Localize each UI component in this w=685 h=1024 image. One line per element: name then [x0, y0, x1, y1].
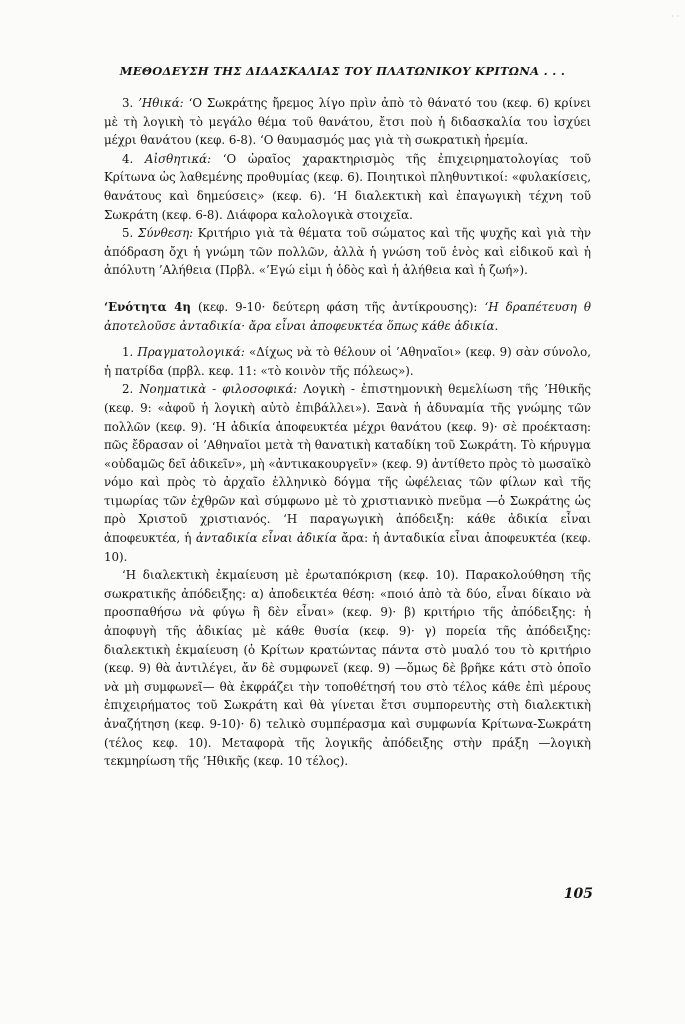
- item-label: Αἰσθητικά:: [144, 151, 212, 166]
- item-label: Πραγματολογικά:: [137, 345, 245, 360]
- item-number: 3.: [122, 96, 139, 110]
- item-text: «Δίχως νὰ τὸ θέλουν οἱ ’Αθηναῖοι» (κεφ. 9) σὰν σύνολο, ἡ πατρίδα (πρβλ. κεφ. 11: «τὸ κοινὸν τῆς πόλεως»).: [104, 345, 591, 378]
- paragraph-ethical: [104, 94, 591, 150]
- item-number: 1.: [122, 345, 138, 360]
- item-label: Σύνθεση:: [137, 226, 194, 241]
- paragraph-synthesis: [104, 224, 591, 280]
- item-emphasis: ἀνταδικία εἶναι ἀδικία: [195, 531, 337, 546]
- unit-title: ‘Ενότητα 4η: [104, 299, 191, 314]
- item-number: 2.: [122, 382, 140, 397]
- item-text: ‘Ο Σωκράτης ἤρεμος λίγο πρὶν ἀπὸ τὸ θάνατό του (κεφ. 6) κρίνει μὲ τὴ λογικὴ τὸ μεγάλο θέμα τοῦ θανάτου, ἔτσι ποὺ ἡ διδασκαλία του ἰσχύει μέχρι θανάτου (κεφ. 6-8). ‘Ο θαυμασμός μας γιὰ τὴ σωκρατικὴ ἠρεμία.: [104, 96, 591, 148]
- item-number: 5.: [122, 226, 138, 241]
- item-tail: ἄρα: ἡ ἀνταδικία εἶναι ἀποφευκτέα (κεφ. 10).: [104, 531, 591, 564]
- paragraph-aesthetic: [104, 150, 591, 224]
- unit-heading: [104, 298, 591, 335]
- paragraph-philosophical: [104, 380, 591, 566]
- corner-mark: · ·: [671, 12, 679, 21]
- item-text: Λογικὴ - ἐπιστημονικὴ θεμελίωση τῆς ’Ηθικῆς (κεφ. 9: «ἀφοῦ ἡ λογικὴ αὐτὸ ἐπιβάλλει»). Ξανὰ ἡ ἀδυναμία τῆς γνώμης τῶν πολλῶν (κεφ. 9). ‘Η ἀδικία ἀποφευκτέα μέχρι θανάτου (κεφ. 9)· σὲ προέκταση: πῶς ἔδρασαν οἱ ’Αθηναῖοι μετὰ τὴ θανατικὴ καταδίκη τοῦ Σωκράτη. Τὸ κήρυγμα «οὐδαμῶς δεῖ ἀδικεῖν», μὴ «ἀντικακουργεῖν» (κεφ. 9) ἀντίθετο πρὸς τὸ μωσαϊκὸ νόμο καὶ πρὸς τὸ ἀρχαῖο ἑλληνικὸ δόγμα τῆς ὠφέλειας τῶν φίλων καὶ τῆς τιμωρίας τῶν ἐχθρῶν καὶ σύμφωνο μὲ τὸ χριστιανικὸ πνεῦμα —ὁ Σωκράτης ὡς πρὸ Χριστοῦ χριστιανός. ‘Η παραγωγικὴ ἀπόδειξη: κάθε ἀδικία εἶναι ἀποφευκτέα, ἡ: [104, 382, 591, 546]
- page-number: 105: [563, 886, 593, 902]
- paragraph-dialectic: [104, 566, 591, 771]
- unit-theme: ‘Η δραπέτευση θ ἀποτελοῦσε ἀνταδικία· ἄρα εἶναι ἀποφευκτέα ὅπως κάθε ἀδικία.: [104, 299, 591, 333]
- item-text: ‘Η διαλεκτικὴ ἐκμαίευση μὲ ἐρωταπόκριση (κεφ. 10). Παρακολούθηση τῆς σωκρατικῆς ἀπόδειξης: α) ἀποδεικτέα θέση: «ποιό ἀπὸ τὰ δύο, εἶναι δίκαιο νὰ προσπαθήσω νὰ φύγω ἢ δὲν εἶναι» (κεφ. 9)· β) κριτήριο τῆς ἀπόδειξης: ἡ ἀποφυγὴ τῆς ἀδικίας μὲ κάθε θυσία (κεφ. 9)· γ) πορεία τῆς ἀπόδειξης: διαλεκτικὴ ἐκμαίευση (ὁ Κρίτων κρατώντας πάντα στὸ μυαλό του τὸ κριτήριο (κεφ. 9) θὰ ἀντιλέγει, ἄν δὲ συμφωνεῖ (κεφ. 9) —ὅμως δὲ βρῆκε κάτι στὸ ὁποῖο νὰ μὴ συμφωνεῖ— θὰ ἐκφράζει τὴν τοποθέτησή του στὸ τέλος κάθε ἐπὶ μέρους ἐπιχειρήματος τοῦ Σωκράτη καὶ θὰ γίνεται ἔτσι συμπορευτὴς στὴ διαλεκτικὴ ἀναζήτηση (κεφ. 9-10)· δ) τελικὸ συμπέρασμα καὶ συμφωνία Κρίτωνα-Σωκράτη (τέλος κεφ. 10). Μεταφορὰ τῆς λογικῆς ἀπόδειξης στὴν πράξη —λογικὴ τεκμηρίωση τῆς ’Ηθικῆς (κεφ. 10 τέλος).: [104, 568, 591, 769]
- item-number: 4.: [122, 151, 145, 166]
- item-text: Κριτήριο γιὰ τὰ θέματα τοῦ σώματος καὶ τῆς ψυχῆς καὶ γιὰ τὴν ἀπόδραση ὄχι ἡ γνώμη τῶν πολλῶν, ἀλλὰ ἡ γνώση τοῦ ἑνὸς καὶ εἰδικοῦ καὶ ἡ ἀπόλυτη ’Αλήθεια (Πρβλ. «’Εγώ εἰμι ἡ ὁδὸς καὶ ἡ ἀλήθεια καὶ ἡ ζωή»).: [104, 226, 591, 278]
- item-label: Νοηματικὰ - φιλοσοφικά:: [139, 382, 298, 397]
- item-text: ‘Ο ὡραῖος χαρακτηρισμὸς τῆς ἐπιχειρηματολογίας τοῦ Κρίτωνα ὡς λαθεμένης προθυμίας (κεφ. 6). Ποιητικοὶ πληθυντικοί: «φυλακίσεις, θανάτους καὶ δημεύσεις» (κεφ. 6). ‘Η διαλεκτικὴ καὶ ἐπαγωγικὴ τέχνη τοῦ Σωκράτη (κεφ. 6-8). Διάφορα καλολογικὰ στοιχεῖα.: [104, 151, 591, 222]
- unit-refs: (κεφ. 9-10· δεύτερη φάση τῆς ἀντίκρουσης):: [190, 299, 485, 314]
- running-header: ΜΕΘΟΔΕΥΣΗ ΤΗΣ ΔΙΔΑΣΚΑΛΙΑΣ ΤΟΥ ΠΛΑΤΩΝΙΚΟΥ ΚΡΙΤΩΝΑ . . .: [119, 64, 566, 78]
- paragraph-factual: [104, 343, 591, 380]
- item-label: ’Ηθικά:: [138, 96, 184, 110]
- page-body: [104, 94, 591, 771]
